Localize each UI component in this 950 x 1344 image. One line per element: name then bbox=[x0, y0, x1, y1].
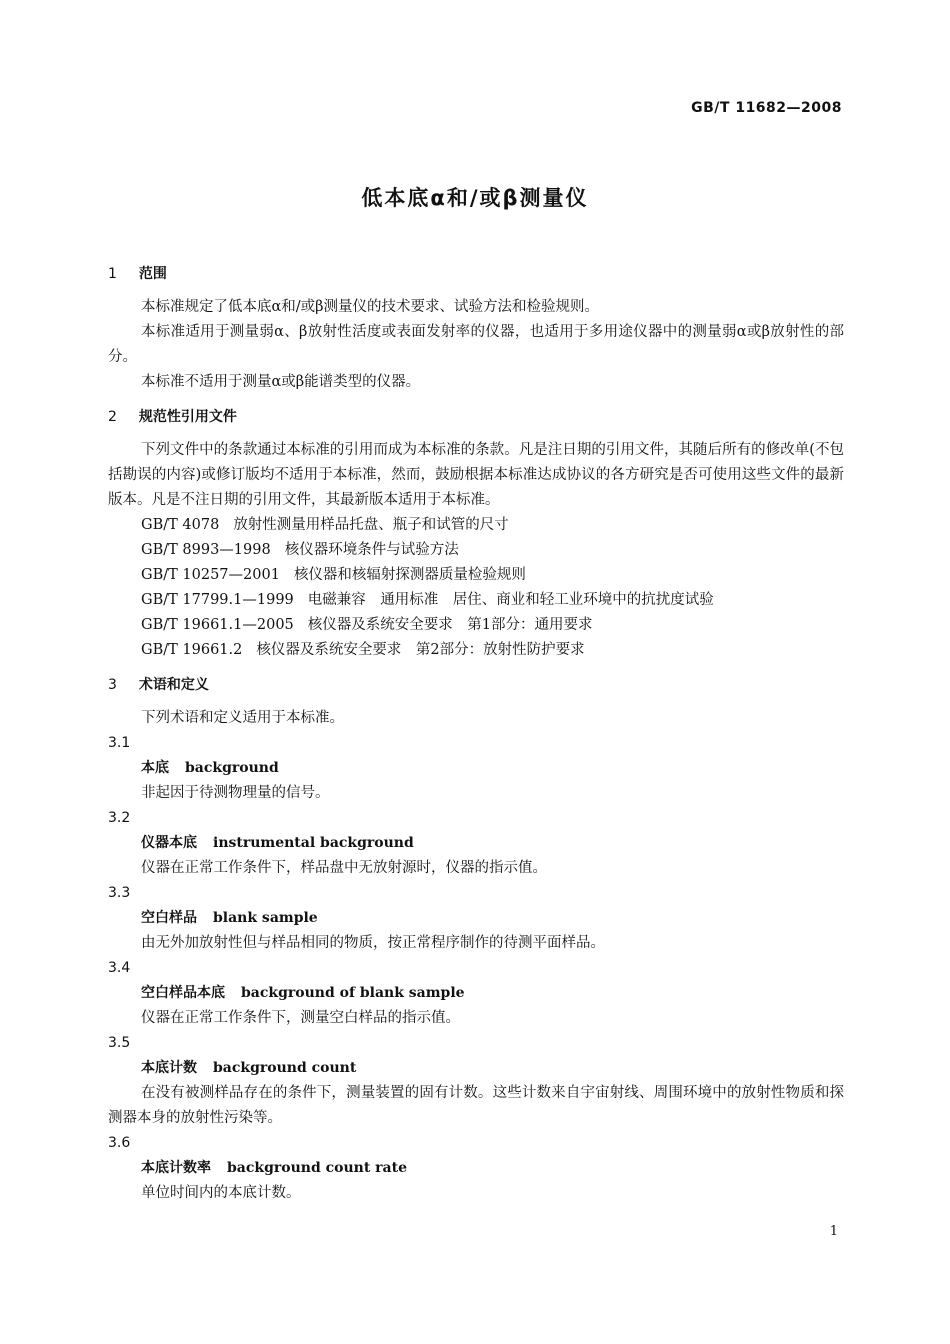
reference-item bbox=[108, 513, 844, 538]
term-name-cn: 空白样品 bbox=[141, 910, 197, 926]
page-number: 1 bbox=[829, 1224, 838, 1239]
term-definition: 仪器在正常工作条件下，样品盘中无放射源时，仪器的指示值。 bbox=[141, 860, 547, 876]
term-name-cn: 本底计数率 bbox=[141, 1160, 211, 1176]
reference-title: 核仪器及系统安全要求 第1部分：通用要求 bbox=[307, 617, 593, 633]
reference-code: GB/T 10257—2001 bbox=[141, 567, 280, 583]
term-number: 3.3 bbox=[108, 885, 131, 901]
reference-item bbox=[108, 638, 844, 663]
term-name-cn: 本底计数 bbox=[141, 1060, 197, 1076]
term-name bbox=[108, 831, 844, 856]
section-title: 范围 bbox=[138, 266, 167, 282]
paragraph: 本标准不适用于测量α或β能谱类型的仪器。 bbox=[141, 374, 421, 390]
term-definition: 单位时间内的本底计数。 bbox=[141, 1185, 301, 1201]
paragraph: 下列术语和定义适用于本标准。 bbox=[141, 710, 344, 726]
term-name bbox=[108, 906, 844, 931]
paragraph: 下列文件中的条款通过本标准的引用而成为本标准的条款。凡是注日期的引用文件，其随后所有的修改单(不包括勘误的内容)或修订版均不适用于本标准，然而，鼓励根据本标准达成协议的各方研究是否可使用这些文件的最新版本。凡是不注日期的引用文件，其最新版本适用于本标准。 bbox=[108, 442, 844, 508]
term-name bbox=[108, 756, 844, 781]
term-name-en: background count bbox=[213, 1060, 357, 1076]
reference-item bbox=[108, 563, 844, 588]
reference-code: GB/T 4078 bbox=[141, 517, 220, 533]
reference-title: 核仪器和核辐射探测器质量检验规则 bbox=[293, 567, 526, 583]
reference-item bbox=[108, 588, 844, 613]
term-number: 3.6 bbox=[108, 1135, 131, 1151]
section-heading-terms-definitions bbox=[108, 673, 844, 698]
section-number: 1 bbox=[108, 266, 117, 282]
section-heading-normative-references bbox=[108, 405, 844, 430]
document-title: 低本底α和/或β测量仪 bbox=[361, 186, 589, 210]
term-name bbox=[108, 981, 844, 1006]
term-name-cn: 仪器本底 bbox=[141, 835, 197, 851]
term-name-en: background count rate bbox=[227, 1160, 407, 1176]
term-definition: 非起因于待测物理量的信号。 bbox=[141, 785, 330, 801]
term-number: 3.1 bbox=[108, 735, 131, 751]
reference-item bbox=[108, 538, 844, 563]
reference-code: GB/T 17799.1—1999 bbox=[141, 592, 294, 608]
term-name-en: background of blank sample bbox=[241, 985, 465, 1001]
paragraph: 本标准适用于测量弱α、β放射性活度或表面发射率的仪器，也适用于多用途仪器中的测量弱α或β放射性的部分。 bbox=[108, 324, 844, 365]
paragraph: 本标准规定了低本底α和/或β测量仪的技术要求、试验方法和检验规则。 bbox=[141, 299, 600, 315]
reference-code: GB/T 19661.2 bbox=[141, 642, 243, 658]
reference-code: GB/T 8993—1998 bbox=[141, 542, 271, 558]
reference-title: 核仪器及系统安全要求 第2部分：放射性防护要求 bbox=[256, 642, 585, 658]
section-number: 2 bbox=[108, 409, 117, 425]
reference-code: GB/T 19661.1—2005 bbox=[141, 617, 294, 633]
term-name-en: background bbox=[185, 760, 279, 776]
reference-title: 放射性测量用样品托盘、瓶子和试管的尺寸 bbox=[233, 517, 509, 533]
term-definition: 仪器在正常工作条件下，测量空白样品的指示值。 bbox=[141, 1010, 460, 1026]
term-definition: 由无外加放射性但与样品相同的物质，按正常程序制作的待测平面样品。 bbox=[141, 935, 605, 951]
document-body bbox=[108, 258, 844, 1206]
term-name-en: blank sample bbox=[213, 910, 318, 926]
term-number: 3.5 bbox=[108, 1035, 131, 1051]
section-title: 术语和定义 bbox=[138, 677, 209, 693]
term-name-cn: 本底 bbox=[141, 760, 169, 776]
term-name-en: instrumental background bbox=[213, 835, 414, 851]
term-name-cn: 空白样品本底 bbox=[141, 985, 225, 1001]
reference-title: 电磁兼容 通用标准 居住、商业和轻工业环境中的抗扰度试验 bbox=[307, 592, 714, 608]
term-number: 3.2 bbox=[108, 810, 131, 826]
section-number: 3 bbox=[108, 677, 117, 693]
term-name bbox=[108, 1056, 844, 1081]
reference-title: 核仪器环境条件与试验方法 bbox=[284, 542, 459, 558]
standard-code: GB/T 11682—2008 bbox=[691, 100, 842, 116]
section-title: 规范性引用文件 bbox=[138, 409, 237, 425]
section-heading-scope bbox=[108, 262, 844, 287]
reference-item bbox=[108, 613, 844, 638]
term-number: 3.4 bbox=[108, 960, 131, 976]
term-name bbox=[108, 1156, 844, 1181]
term-definition: 在没有被测样品存在的条件下，测量装置的固有计数。这些计数来自宇宙射线、周围环境中的放射性物质和探测器本身的放射性污染等。 bbox=[108, 1085, 844, 1126]
